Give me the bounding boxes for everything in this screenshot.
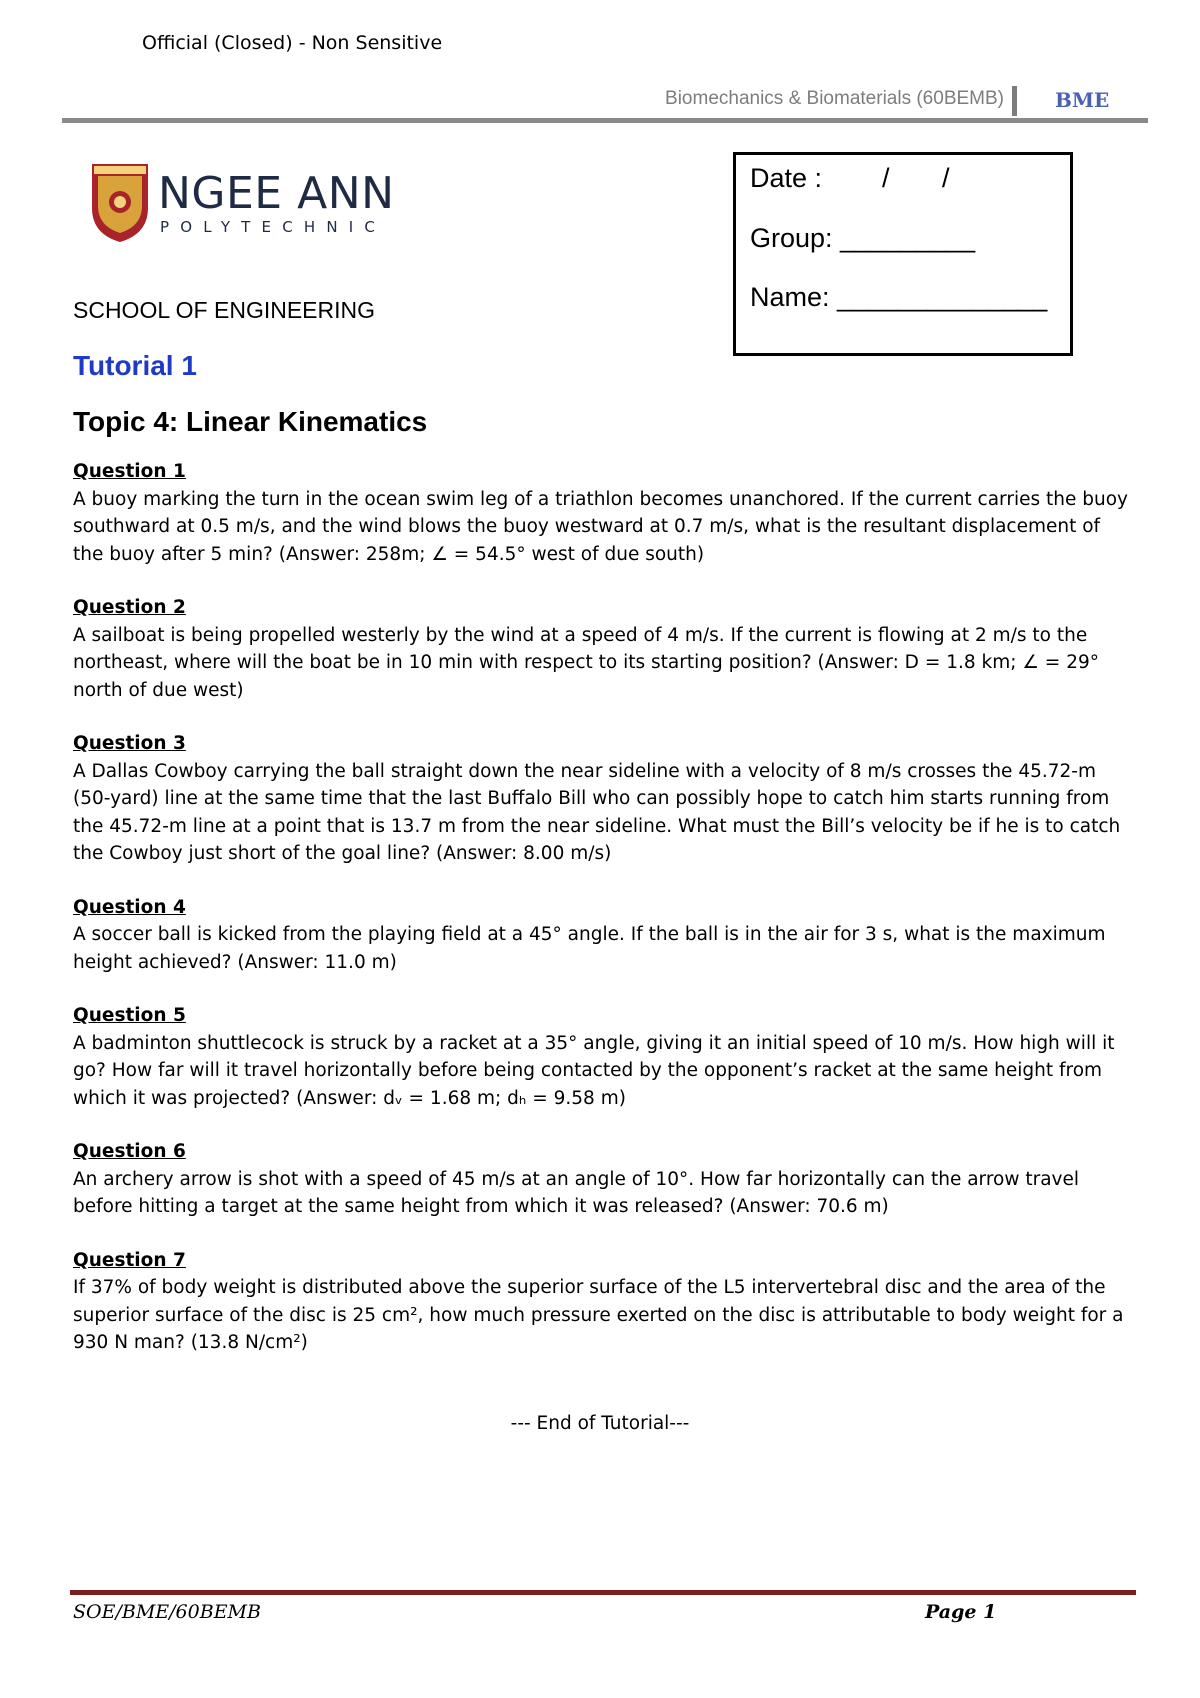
question-5 <box>73 1002 1133 1112</box>
question-text: A sailboat is being propelled westerly by the wind at a speed of 4 m/s. If the current is flowing at 2 m/s to the northeast, where will the boat be in 10 min with respect to its starting position? (Answer: D = 1.8 km; ∠ = 29° north of due west) <box>73 624 1099 701</box>
question-label: Question 1 <box>73 461 186 482</box>
footer-page-number: Page 1 <box>925 1601 997 1623</box>
question-text: A buoy marking the turn in the ocean swim leg of a triathlon becomes unanchored. If the current carries the buoy southward at 0.5 m/s, and the wind blows the buoy westward at 0.7 m/s, what is the resultant displacement of the buoy after 5 min? (Answer: 258m; ∠ = 54.5° west of due south) <box>73 488 1128 565</box>
question-label: Question 5 <box>73 1005 186 1026</box>
tutorial-title: Tutorial 1 <box>73 350 197 381</box>
end-of-tutorial: --- End of Tutorial--- <box>510 1413 690 1434</box>
question-text: A badminton shuttlecock is struck by a racket at a 35° angle, giving it an initial speed of 10 m/s. How high will it go? How far will it travel horizontally before being contacted by the opponent’s racket at the same height from which it was projected? (Answer: dᵥ = 1.68 m; dₕ = 9.58 m) <box>73 1032 1115 1109</box>
question-3 <box>73 730 1133 868</box>
course-code: BME <box>1055 88 1110 112</box>
question-text: A soccer ball is kicked from the playing field at a 45° angle. If the ball is in the air for 3 s, what is the maximum height achieved? (Answer: 11.0 m) <box>73 924 1106 973</box>
header-separator-bar <box>1012 86 1017 116</box>
school-name: SCHOOL OF ENGINEERING <box>73 297 376 323</box>
group-field: Group: _________ <box>750 223 976 253</box>
question-6 <box>73 1138 1133 1221</box>
question-1 <box>73 458 1133 568</box>
questions-list <box>73 458 1133 1383</box>
question-label: Question 7 <box>73 1249 186 1271</box>
question-text: An archery arrow is shot with a speed of 45 m/s at an angle of 10°. How far horizontally can the arrow travel before hitting a target at the same height from which it was released? (Answer: 70.6 m) <box>73 1168 1080 1217</box>
header-rule <box>62 118 1148 123</box>
topic-title: Topic 4: Linear Kinematics <box>73 406 428 437</box>
question-2 <box>73 594 1133 704</box>
question-label: Question 4 <box>73 896 186 918</box>
question-label: Question 2 <box>73 597 186 618</box>
date-field: Date : / / <box>750 163 950 193</box>
name-field: Name: ______________ <box>750 282 1048 312</box>
classification-label: Official (Closed) - Non Sensitive <box>142 32 443 54</box>
footer-document-code: SOE/BME/60BEMB <box>73 1601 261 1623</box>
question-label: Question 6 <box>73 1141 186 1162</box>
question-label: Question 3 <box>73 733 186 754</box>
student-info-box <box>733 152 1073 356</box>
question-7 <box>73 1247 1133 1357</box>
question-text: If 37% of body weight is distributed above the superior surface of the L5 intervertebral disc and the area of the superior surface of the disc is 25 cm², how much pressure exerted on the disc is attributable to body weight for a 930 N man? (13.8 N/cm²) <box>73 1277 1124 1353</box>
question-text: A Dallas Cowboy carrying the ball straight down the near sideline with a velocity of 8 m/s crosses the 45.72-m (50-yard) line at the same time that the last Buffalo Bill who can possibly hope to catch him starts running from the 45.72-m line at a point that is 13.7 m from the near sideline. What must the Bill’s velocity be if he is to catch the Cowboy just short of the goal line? (Answer: 8.00 m/s) <box>73 760 1121 864</box>
course-title: Biomechanics & Biomaterials (60BEMB) <box>665 88 1004 109</box>
logo-name-line1: NGEE ANN <box>158 168 395 219</box>
footer-rule <box>70 1590 1136 1595</box>
logo-name-line2: POLYTECHNIC <box>160 218 387 236</box>
question-4 <box>73 894 1133 977</box>
ngee-ann-polytechnic-logo <box>90 162 430 244</box>
